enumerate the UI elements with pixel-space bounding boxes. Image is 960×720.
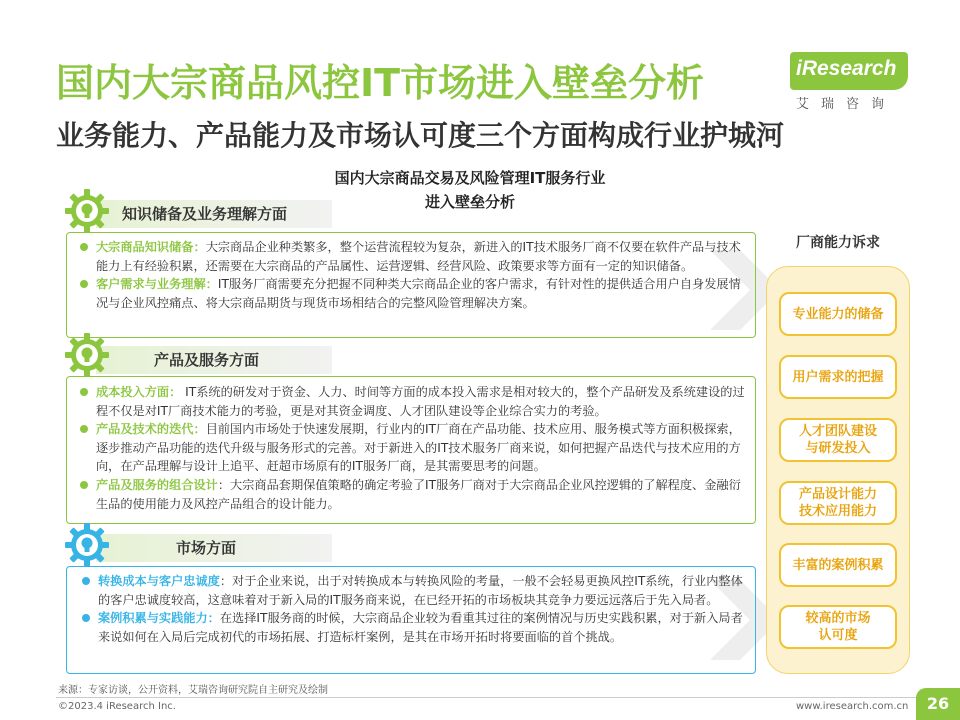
copyright: ©2023.4 iResearch Inc.: [58, 701, 176, 712]
bullet-keyword: 案例积累与实践能力：: [98, 611, 220, 626]
market-section-title: 市场方面: [176, 539, 237, 557]
capability-pill: [779, 543, 897, 587]
website-link[interactable]: www.iresearch.com.cn: [796, 701, 909, 712]
product-section-title: 产品及服务方面: [154, 351, 260, 369]
market-section-header: [96, 534, 332, 562]
page-title: 国内大宗商品风控IT市场进入壁垒分析: [56, 61, 705, 105]
bullet-text: ：大宗商品套期保值策略的确定考验了IT服务厂商对于大宗商品企业风控逻辑的了解程度、金融衍生品的使用能力及风控产品组合的设计能力。: [96, 477, 741, 511]
bullet-keyword: 大宗商品知识储备：: [96, 240, 206, 254]
bullet-text: ：对于企业来说，出于对转换成本与转换风险的考量，一般不会轻易更换风控IT系统，行业内整体的客户忠诚度较高，这意味着对于新入局的IT服务商来说，在已经开拓的市场板块其竞争力要远远落后于先入局者。: [98, 574, 743, 607]
bullet-text: IT系统的研发对于资金、人力、时间等方面的成本投入需求是相对较大的，整个产品研发及系统建设的过程不仅是对IT厂商技术能力的考验，更是对其资金调度、人才团队建设等企业综合实力的考验。: [96, 385, 745, 418]
capability-pill: [779, 481, 897, 525]
bullet-item: [78, 238, 746, 275]
capability-pill: [779, 418, 897, 462]
bullet-item: [80, 609, 746, 646]
bullet-keyword: 成本投入方面：: [96, 385, 182, 399]
capability-pill-label: 人才团队建设 与研发投入: [798, 424, 877, 456]
bullet-dot-icon: [80, 280, 88, 288]
page-subtitle: 业务能力、产品能力及市场认可度三个方面构成行业护城河: [56, 119, 785, 152]
source-note: 来源：专家访谈，公开资料，艾瑞咨询研究院自主研究及绘制: [58, 685, 328, 696]
bullet-keyword: 产品及技术的迭代：: [96, 422, 206, 437]
capability-pill: [779, 292, 897, 336]
capability-pill: [779, 605, 897, 649]
bullet-text: 目前国内市场处于快速发展期，行业内的IT厂商在产品功能、技术应用、服务模式等方面积极探索，逐步推动产品功能的迭代升级与服务形式的完善。对于新进入的IT技术服务厂商来说，如何把握产品迭代与技术应用的方向，在产品理解与设计上追平、赶超市场原有的IT服务厂商，是其需要思考的问题。: [96, 422, 741, 474]
bullet-item: [78, 476, 746, 513]
bullet-item: [80, 572, 746, 609]
bullet-keyword: 转换成本与客户忠诚度: [98, 574, 220, 588]
bullet-dot-icon: [80, 243, 88, 251]
capability-pill: [779, 355, 897, 399]
lightbulb-gear-icon: [62, 330, 112, 380]
bullet-dot-icon: [80, 425, 88, 433]
capability-pill-label: 丰富的案例积累: [792, 557, 884, 573]
capability-pill-label: 较高的市场 认可度: [805, 611, 871, 643]
diagram-title-line2: 进入壁垒分析: [424, 193, 515, 211]
bullet-keyword: 产品及服务的组合设计: [96, 477, 218, 492]
capability-pill-label: 用户需求的把握: [792, 369, 884, 385]
bullet-dot-icon: [80, 388, 88, 396]
product-bullets: [78, 383, 746, 513]
page-number: 26: [916, 688, 960, 720]
bullet-dot-icon: [82, 577, 90, 585]
bullet-text: 大宗商品企业种类繁多，整个运营流程较为复杂，新进入的IT技术服务厂商不仅要在软件产品与技术能力上有经验积累，还需要在大宗商品的产品属性、运营逻辑、经营风险、政策要求等方面有一定的知识储备。: [96, 240, 741, 273]
knowledge-bullets: [78, 238, 746, 312]
bullet-dot-icon: [82, 614, 90, 622]
knowledge-section-header: [96, 200, 332, 228]
lightbulb-gear-icon: [62, 186, 112, 236]
brand-logo-subtitle: 艾瑞咨询: [796, 97, 897, 112]
product-section-header: [96, 346, 332, 374]
bullet-text: 在选择IT服务商的时候，大宗商品企业较为看重其过往的案例情况与历史实践积累，对于新入局者来说如何在入局后完成初代的市场拓展、打造标杆案例，是其在市场开拓时将要面临的首个挑战。: [98, 611, 743, 644]
diagram-title-line1: 国内大宗商品交易及风险管理IT服务行业: [334, 169, 606, 187]
brand-logo: iResearch: [790, 52, 908, 90]
knowledge-section-title: 知识储备及业务理解方面: [122, 205, 288, 223]
footer-divider: [56, 697, 926, 698]
bullet-item: [78, 275, 746, 312]
bullet-item: [78, 383, 746, 420]
capability-pill-label: 专业能力的储备: [792, 306, 884, 322]
bullet-dot-icon: [80, 481, 88, 489]
bullet-keyword: 客户需求与业务理解：: [96, 277, 218, 292]
lightbulb-gear-icon: [62, 520, 112, 570]
bullet-item: [78, 420, 746, 476]
bullet-text: IT服务厂商需要充分把握不同种类大宗商品企业的客户需求，有针对性的提供适合用户自身发展情况与企业风控痛点、将大宗商品期货与现货市场相结合的完整风险管理解决方案。: [96, 277, 741, 310]
capability-pill-label: 产品设计能力 技术应用能力: [798, 487, 877, 519]
market-bullets: [80, 572, 746, 646]
capability-panel-title: 厂商能力诉求: [796, 235, 880, 251]
